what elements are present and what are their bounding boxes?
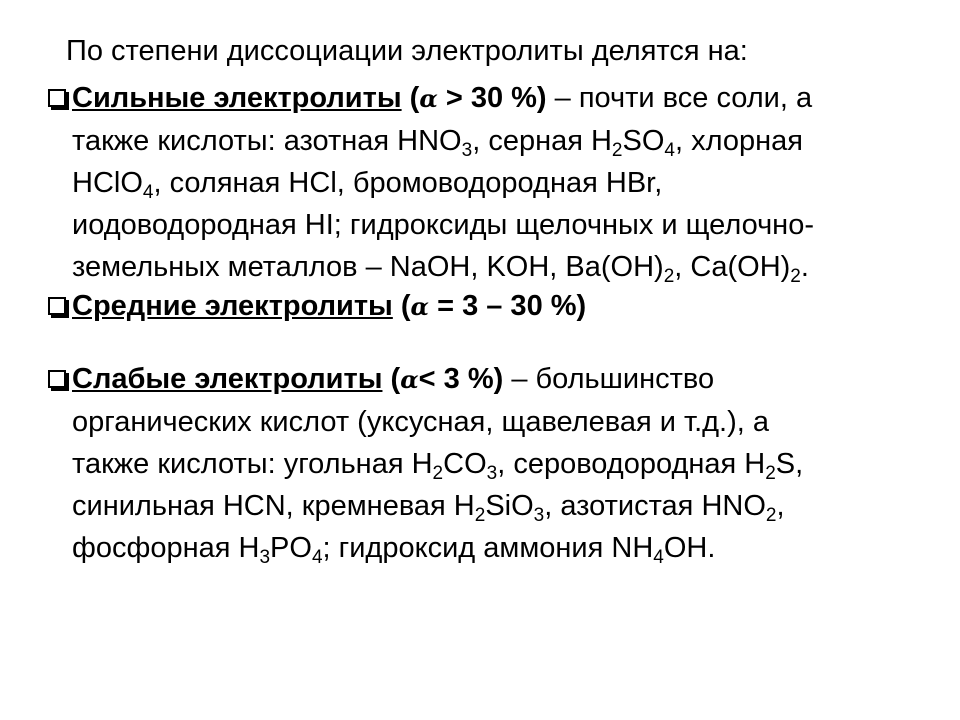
text-segment: OH. xyxy=(663,532,716,564)
medium-paren: ( xyxy=(392,290,411,322)
text-segment: S, xyxy=(775,448,804,480)
strong-line-1 xyxy=(72,120,928,162)
weak-line-0 xyxy=(503,363,714,395)
weak-line-4 xyxy=(72,527,928,569)
text-segment: , серная H xyxy=(472,125,612,157)
text-segment: органических кислот (уксусная, щавелевая и т.д.), а xyxy=(72,406,770,438)
subscript: 4 xyxy=(653,547,664,568)
strong-line-4 xyxy=(72,246,928,288)
text-segment: HClO xyxy=(72,167,143,199)
subscript: 2 xyxy=(663,266,675,287)
text-segment: также кислоты: азотная HNO xyxy=(72,125,462,157)
subscript: 2 xyxy=(765,463,776,484)
subscript: 2 xyxy=(790,266,801,287)
text-segment: SO xyxy=(622,125,665,157)
text-segment: – почти все соли, а xyxy=(546,82,813,114)
bullet-weak-electrolytes xyxy=(48,358,928,569)
checkbox-square-icon xyxy=(48,89,66,107)
subscript: 4 xyxy=(664,140,675,161)
bullet-medium-electrolytes xyxy=(48,285,928,328)
strong-paren: ( xyxy=(401,82,420,114)
text-segment: PO xyxy=(270,532,312,564)
subscript: 3 xyxy=(259,547,271,568)
weak-condition: < 3 %) xyxy=(418,363,504,395)
subscript: 2 xyxy=(474,505,486,526)
weak-line-2 xyxy=(72,443,928,485)
strong-line-3 xyxy=(72,204,928,246)
text-segment: также кислоты: угольная H xyxy=(72,448,433,480)
weak-text xyxy=(72,358,928,569)
alpha-symbol: α xyxy=(410,292,430,321)
subscript: 3 xyxy=(486,463,498,484)
bullet-strong-electrolytes xyxy=(48,77,928,288)
medium-heading: Средние электролиты xyxy=(72,290,393,322)
weak-line-3 xyxy=(72,485,928,527)
subscript: 3 xyxy=(533,505,545,526)
text-segment: ; гидроксид аммония NH xyxy=(322,532,654,564)
intro-text: По степени диссоциации электролиты делятся на: xyxy=(66,35,748,67)
text-segment: – большинство xyxy=(503,363,715,395)
text-segment: , Ca(OH) xyxy=(674,251,791,283)
text-segment: , хлорная xyxy=(674,125,803,157)
checkbox-square-icon xyxy=(48,370,66,388)
alpha-symbol: α xyxy=(419,84,438,113)
medium-condition: = 3 – 30 %) xyxy=(429,290,587,322)
strong-first-line xyxy=(72,77,928,120)
subscript: 3 xyxy=(461,140,473,161)
weak-paren: ( xyxy=(382,363,401,395)
strong-heading: Сильные электролиты xyxy=(72,82,402,114)
text-segment: , соляная HCl, бромоводородная HBr, xyxy=(153,167,663,199)
weak-line-1 xyxy=(72,401,928,443)
text-segment: фосфорная H xyxy=(72,532,260,564)
strong-line-2 xyxy=(72,162,928,204)
text-segment: земельных металлов – NaOH, KOH, Ba(OH) xyxy=(72,251,664,283)
strong-condition: > 30 %) xyxy=(437,82,547,114)
text-segment: синильная HCN, кремневая H xyxy=(72,490,475,522)
weak-heading: Слабые электролиты xyxy=(72,363,383,395)
text-segment: . xyxy=(800,251,809,283)
text-segment: , сероводородная H xyxy=(497,448,766,480)
text-segment: CO xyxy=(443,448,487,480)
checkbox-square-icon xyxy=(48,297,66,315)
subscript: 4 xyxy=(311,547,323,568)
alpha-symbol: α xyxy=(400,365,419,394)
strong-line-0 xyxy=(547,82,813,114)
subscript: 2 xyxy=(765,505,777,526)
subscript: 2 xyxy=(432,463,444,484)
text-segment: иодоводородная HI; гидроксиды щелочных и щелочно- xyxy=(72,209,814,241)
medium-text xyxy=(72,285,928,328)
text-segment: , азотистая HNO xyxy=(544,490,766,522)
weak-first-line xyxy=(72,358,928,401)
subscript: 2 xyxy=(611,140,623,161)
text-segment: SiO xyxy=(485,490,534,522)
strong-text xyxy=(72,77,928,288)
text-segment: , xyxy=(776,490,785,522)
subscript: 4 xyxy=(142,182,154,203)
